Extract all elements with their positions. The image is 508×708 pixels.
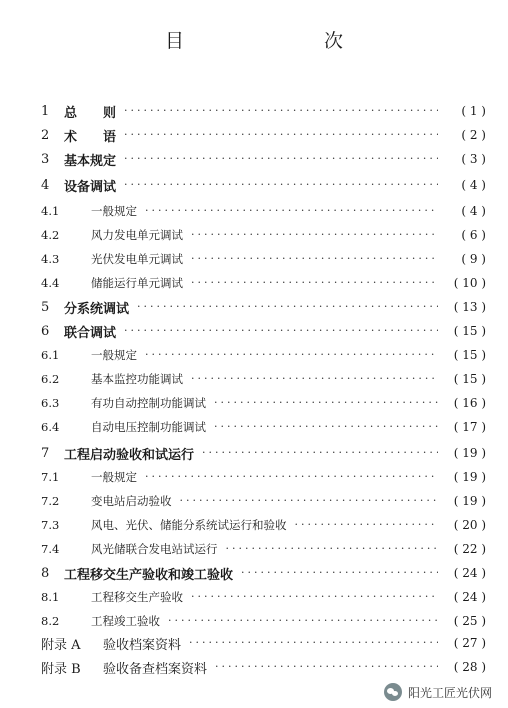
toc-entry-label: 分系统调试 [64, 301, 130, 317]
toc-entry-number: 7.4 [41, 542, 60, 556]
toc-leader-dots [215, 660, 438, 674]
toc-leader-dots [145, 348, 438, 362]
toc-entry-label: 验收备查档案资料 [103, 661, 208, 677]
toc-entry-label: 验收档案资料 [103, 637, 182, 653]
toc-entry-number: 6 [41, 323, 50, 339]
toc-leader-dots [214, 396, 438, 410]
toc-entry-label: 风力发电单元调试 [91, 228, 183, 242]
toc-entry-page: ( 24 ) [453, 566, 486, 580]
toc-leader-dots [191, 228, 438, 242]
toc-entry [0, 492, 508, 510]
toc-leader-dots [226, 542, 439, 556]
toc-entry-page: ( 6 ) [461, 228, 486, 242]
toc-entry-number: 6.1 [41, 348, 60, 362]
toc-entry [0, 540, 508, 558]
toc-entry-label: 变电站启动验收 [91, 494, 172, 508]
toc-entry [0, 612, 508, 630]
toc-entry [0, 418, 508, 436]
toc-entry [0, 126, 508, 144]
toc-entry-page: ( 2 ) [461, 128, 486, 142]
toc-leader-dots [145, 204, 438, 218]
toc-entry [0, 516, 508, 534]
toc-entry-number: 8 [41, 565, 50, 581]
toc-entry-number: 2 [41, 127, 50, 143]
toc-entry-page: ( 3 ) [461, 152, 486, 166]
toc-leader-dots [168, 614, 438, 628]
toc-entry-label: 风光储联合发电站试运行 [91, 542, 218, 556]
toc-entry-number: 4.3 [41, 252, 60, 266]
toc-entry-label: 自动电压控制功能调试 [91, 420, 206, 434]
toc-entry-number: 7.3 [41, 518, 60, 532]
toc-entry [0, 370, 508, 388]
toc-entry [0, 202, 508, 220]
toc-leader-dots [145, 470, 438, 484]
toc-entry-number: 8.1 [41, 590, 60, 604]
toc-entry-label: 总 则 [64, 105, 117, 121]
toc-entry-number: 7 [41, 445, 50, 461]
toc-leader-dots [202, 446, 438, 460]
toc-entry-number: 1 [41, 103, 50, 119]
toc-leader-dots [191, 276, 438, 290]
toc-leader-dots [124, 324, 438, 338]
toc-entry-label: 风电、光伏、储能分系统试运行和验收 [91, 518, 287, 532]
toc-entry-label: 设备调试 [64, 179, 117, 195]
toc-entry-label: 一般规定 [91, 348, 137, 362]
watermark [380, 680, 496, 704]
toc-entry-page: ( 15 ) [453, 348, 486, 362]
toc-entry-page: ( 19 ) [453, 494, 486, 508]
toc-entry-label: 联合调试 [64, 325, 117, 341]
toc-entry-number: 6.2 [41, 372, 60, 386]
toc-leader-dots [191, 252, 438, 266]
toc-entry-page: ( 25 ) [453, 614, 486, 628]
toc-entry [0, 394, 508, 412]
toc-entry [0, 468, 508, 486]
toc-entry-label: 工程移交生产验收 [91, 590, 183, 604]
toc-entry-number: 4 [41, 177, 50, 193]
toc-entry [0, 634, 508, 652]
toc-entry [0, 102, 508, 120]
toc-entry-page: ( 19 ) [453, 446, 486, 460]
toc-entry [0, 588, 508, 606]
toc-entry [0, 274, 508, 292]
toc-entry-number: 附录 B [41, 661, 81, 677]
toc-entry-number: 7.2 [41, 494, 60, 508]
toc-entry-page: ( 13 ) [453, 300, 486, 314]
toc-entry [0, 564, 508, 582]
toc-entry-page: ( 4 ) [461, 178, 486, 192]
toc-entry-page: ( 22 ) [453, 542, 486, 556]
toc-leader-dots [191, 372, 438, 386]
toc-entry-label: 一般规定 [91, 470, 137, 484]
toc-entry-label: 工程竣工验收 [91, 614, 160, 628]
toc-leader-dots [180, 494, 439, 508]
toc-entry-page: ( 20 ) [453, 518, 486, 532]
toc-entry-number: 6.4 [41, 420, 60, 434]
toc-entry-number: 3 [41, 151, 50, 167]
toc-leader-dots [137, 300, 438, 314]
toc-entry-number: 6.3 [41, 396, 60, 410]
toc-leader-dots [241, 566, 438, 580]
toc-entry-label: 术 语 [64, 129, 117, 145]
toc-entry-label: 有功自动控制功能调试 [91, 396, 206, 410]
toc-entry [0, 346, 508, 364]
toc-entry-label: 光伏发电单元调试 [91, 252, 183, 266]
watermark-text: 阳光工匠光伏网 [407, 685, 492, 700]
toc-entry-page: ( 1 ) [461, 104, 486, 118]
toc-entry [0, 226, 508, 244]
wechat-icon [384, 683, 402, 701]
toc-leader-dots [124, 178, 438, 192]
toc-entry [0, 150, 508, 168]
toc-leader-dots [124, 152, 438, 166]
toc-entry [0, 444, 508, 462]
toc-leader-dots [295, 518, 439, 532]
toc-entry-number: 4.2 [41, 228, 60, 242]
toc-entry-page: ( 17 ) [453, 420, 486, 434]
toc-entry-number: 7.1 [41, 470, 60, 484]
toc-leader-dots [124, 104, 438, 118]
page-title: 目 次 [164, 30, 377, 52]
toc-leader-dots [214, 420, 438, 434]
toc-entry-number: 8.2 [41, 614, 60, 628]
toc-entry-label: 一般规定 [91, 204, 137, 218]
toc-entry-number: 4.1 [41, 204, 60, 218]
toc-leader-dots [189, 636, 438, 650]
toc-entry-page: ( 10 ) [453, 276, 486, 290]
toc-entry [0, 176, 508, 194]
toc-entry-number: 附录 A [41, 637, 81, 653]
toc-entry-page: ( 4 ) [461, 204, 486, 218]
toc-entry-label: 工程移交生产验收和竣工验收 [64, 567, 234, 583]
toc-entry [0, 658, 508, 676]
toc-entry-page: ( 9 ) [461, 252, 486, 266]
toc-entry-label: 储能运行单元调试 [91, 276, 183, 290]
toc-entry-label: 基本监控功能调试 [91, 372, 183, 386]
toc-entry-page: ( 15 ) [453, 372, 486, 386]
toc-entry-label: 基本规定 [64, 153, 117, 169]
toc-entry [0, 298, 508, 316]
toc-entry-page: ( 24 ) [453, 590, 486, 604]
toc-leader-dots [191, 590, 438, 604]
toc-leader-dots [124, 128, 438, 142]
toc-entry-page: ( 28 ) [453, 660, 486, 674]
toc-entry [0, 322, 508, 340]
toc-entry-page: ( 15 ) [453, 324, 486, 338]
toc-entry-number: 5 [41, 299, 50, 315]
toc-entry-number: 4.4 [41, 276, 60, 290]
toc-entry-page: ( 27 ) [453, 636, 486, 650]
toc-entry-page: ( 16 ) [453, 396, 486, 410]
toc-entry [0, 250, 508, 268]
toc-entry-page: ( 19 ) [453, 470, 486, 484]
toc-entry-label: 工程启动验收和试运行 [64, 447, 195, 463]
